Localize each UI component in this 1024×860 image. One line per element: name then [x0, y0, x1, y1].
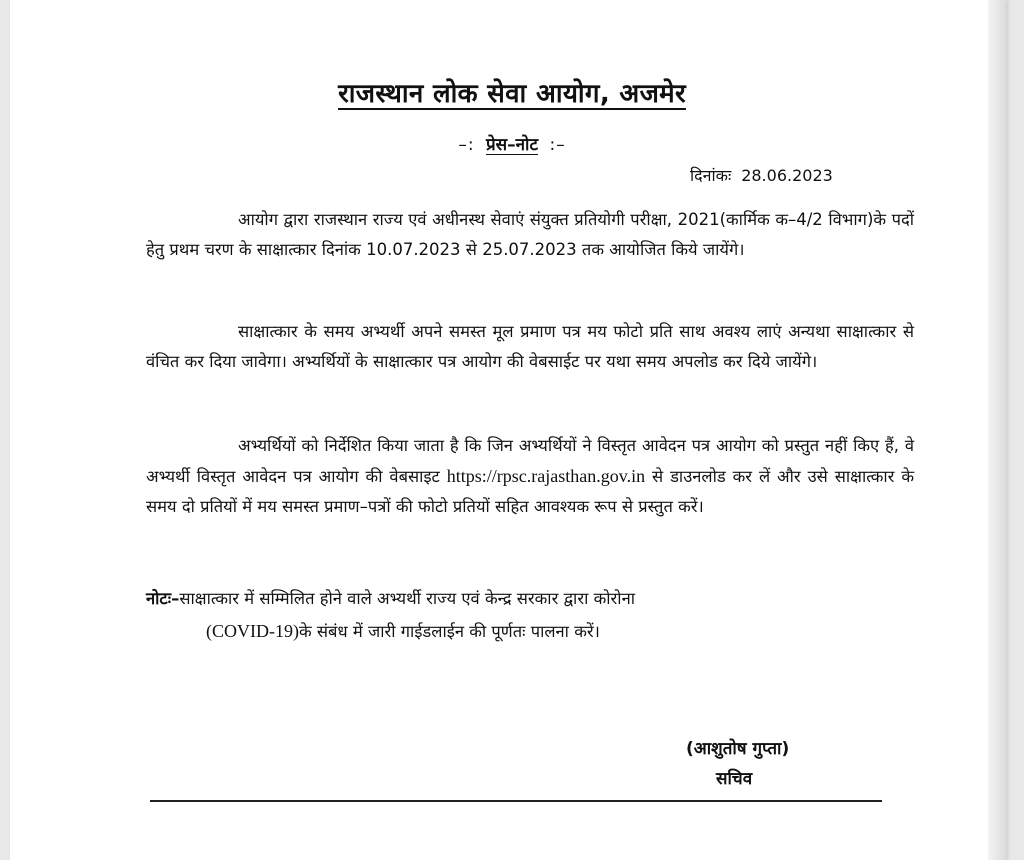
press-note-heading: [0, 132, 1024, 155]
paragraph-interview-schedule: [146, 205, 914, 265]
document-title: राजस्थान लोक सेवा आयोग, अजमेर: [338, 79, 686, 109]
signatory-name: (आशुतोष गुप्ता): [686, 739, 790, 759]
document-date: [690, 164, 833, 186]
paragraph-text: साक्षात्कार के समय अभ्यर्थी अपने समस्त मूल प्रमाण पत्र मय फोटो प्रति साथ अवश्य लाएं अन्यथा साक्षात्कार से वंचित कर दिया जावेगा। अभ्यर्थियों के साक्षात्कार पत्र आयोग की वेबसाईट पर यथा समय अपलोड कर दिये जायेंगे।: [146, 322, 914, 371]
note-text: साक्षात्कार में सम्मिलित होने वाले अभ्यर्थी राज्य एवं केन्द्र सरकार द्वारा कोरोना: [179, 589, 636, 608]
covid-note: [146, 583, 914, 615]
heading-suffix: :–: [549, 135, 566, 155]
note-text: के संबंध में जारी गाईडलाईन की पूर्णतः पालना करें।: [298, 622, 600, 641]
heading-prefix: –:: [458, 135, 475, 155]
website-link[interactable]: https://rpsc.rajasthan.gov.in: [446, 466, 646, 486]
paragraph-text: से डाउनलोड कर लें और उसे साक्षात्कार के समय दो प्रतियों में मय समस्त प्रमाण–पत्रों की फोटो प्रतियों सहित आवश्यक रूप से प्रस्तुत करें।: [146, 467, 914, 516]
note-covid-term: (COVID-19): [206, 621, 299, 641]
page-edge-shadow: [988, 0, 1006, 860]
document-page: [10, 0, 1006, 860]
signatory-designation: सचिव: [716, 769, 753, 789]
paragraph-application-form: [146, 431, 914, 522]
bottom-divider: [150, 800, 882, 802]
paragraph-documents-required: [146, 317, 914, 377]
paragraph-text: अभ्यर्थियों को निर्देशित किया जाता है कि जिन अभ्यर्थियों ने विस्तृत आवेदन पत्र आयोग को प्रस्तुत नहीं किए हैं, वे अभ्यर्थी विस्तृत आवेदन पत्र आयोग की वेबसाइट: [146, 436, 914, 486]
paragraph-text: आयोग द्वारा राजस्थान राज्य एवं अधीनस्थ सेवाएं संयुक्त प्रतियोगी परीक्षा, 2021(कार्मिक क–4/2 विभाग)के पदों हेतु प्रथम चरण के साक्षात्कार दिनांक 10.07.2023 से 25.07.2023 तक आयोजित किये जायेंगे।: [146, 210, 914, 259]
date-value: 28.06.2023: [741, 166, 833, 185]
heading-text: प्रेस–नोट: [485, 135, 539, 155]
note-label: नोटः–: [146, 589, 180, 608]
date-label: दिनांकः: [690, 166, 732, 185]
covid-note-continuation: [206, 615, 914, 648]
